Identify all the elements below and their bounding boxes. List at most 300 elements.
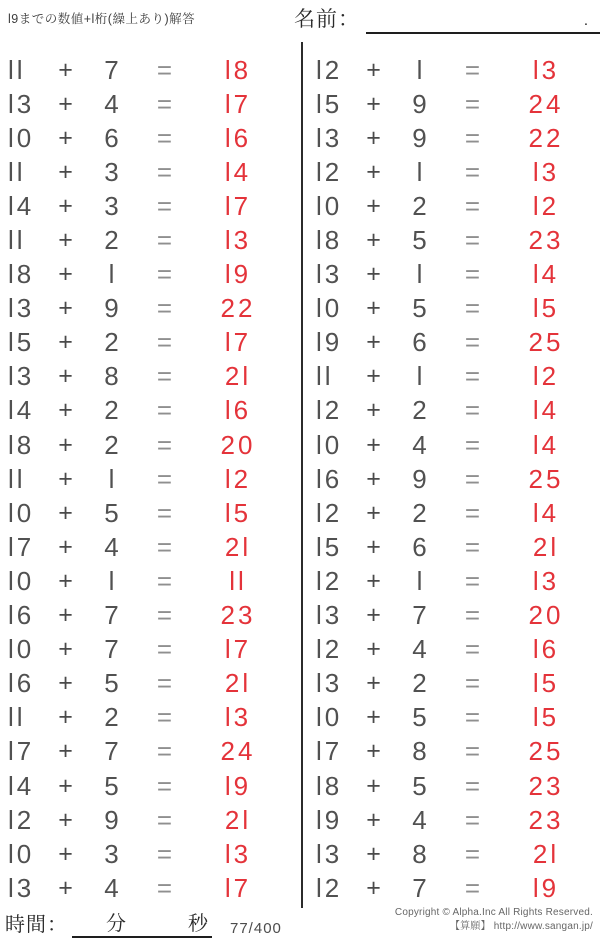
equals-sign: = [156,531,176,562]
answer-value: l8 [224,54,252,85]
equation-row [8,599,282,633]
equals-sign: = [464,702,484,733]
operand-b: 4 [412,429,430,460]
plus-operator: + [366,55,384,84]
answer-value: l6 [224,395,252,426]
operand-a: l3 [316,838,343,869]
operand-b: l [416,361,426,392]
plus-operator: + [58,294,76,323]
operand-b: 7 [104,54,122,85]
equation-row [8,53,282,87]
copyright-line1: Copyright © Alpha.Inc All Rights Reserved. [394,907,593,918]
operand-a: l0 [316,190,343,221]
answer-value: l4 [532,497,560,528]
operand-b: 5 [412,293,430,324]
plus-operator: + [366,805,384,834]
time-blank-line [72,912,212,938]
operand-a: l6 [316,463,343,494]
answer-value: l3 [532,156,560,187]
operand-a: l0 [316,702,343,733]
plus-operator: + [366,260,384,289]
equals-sign: = [156,327,176,358]
equals-sign: = [156,463,176,494]
answer-value: ll [229,565,247,596]
plus-operator: + [366,294,384,323]
plus-operator: + [58,123,76,152]
operand-b: 6 [104,122,122,153]
equation-row [8,564,282,598]
answer-value: l5 [532,702,560,733]
answer-value: l4 [224,156,252,187]
equation-row [8,155,282,189]
operand-a: ll [8,54,26,85]
answer-value: l3 [224,838,252,869]
plus-operator: + [366,635,384,664]
plus-operator: + [58,430,76,459]
equals-sign: = [156,872,176,903]
plus-operator: + [366,123,384,152]
plus-operator: + [366,430,384,459]
operand-a: l4 [8,395,35,426]
operand-a: l3 [8,872,35,903]
answer-value: 2l [532,838,560,869]
operand-a: l8 [8,259,35,290]
answer-value: l4 [532,429,560,460]
problem-column-left [8,53,282,905]
equation-row [8,530,282,564]
plus-operator: + [58,498,76,527]
equals-sign: = [464,770,484,801]
operand-a: l7 [316,736,343,767]
equation-row [8,121,282,155]
plus-operator: + [58,669,76,698]
answer-value: 25 [528,463,564,494]
equals-sign: = [464,565,484,596]
equation-row [316,292,590,326]
equation-row [316,871,590,905]
equals-sign: = [156,634,176,665]
operand-b: 2 [104,395,122,426]
plus-operator: + [58,396,76,425]
equation-row [8,633,282,667]
answer-value: l5 [532,668,560,699]
equals-sign: = [464,122,484,153]
operand-a: l3 [316,668,343,699]
answer-value: l5 [532,293,560,324]
plus-operator: + [58,328,76,357]
equation-row [316,360,590,394]
operand-a: l6 [8,600,35,631]
plus-operator: + [366,362,384,391]
operand-a: l3 [316,259,343,290]
equals-sign: = [464,804,484,835]
equals-sign: = [156,225,176,256]
plus-operator: + [58,260,76,289]
equation-row [8,701,282,735]
seconds-label: 秒 [188,913,208,935]
answer-value: l4 [532,395,560,426]
answer-value: l9 [224,259,252,290]
answer-value: l9 [224,770,252,801]
equals-sign: = [464,225,484,256]
operand-a: l5 [8,327,35,358]
operand-b: 2 [412,668,430,699]
plus-operator: + [366,566,384,595]
operand-a: ll [8,463,26,494]
page-title: l9までの数値+l桁(繰上あり)解答 [8,12,196,26]
equals-sign: = [156,838,176,869]
operand-b: 5 [412,702,430,733]
operand-b: 7 [104,736,122,767]
page-number: 77/400 [230,920,282,937]
plus-operator: + [366,873,384,902]
operand-b: 8 [104,361,122,392]
equals-sign: = [156,804,176,835]
plus-operator: + [366,498,384,527]
plus-operator: + [58,805,76,834]
plus-operator: + [58,464,76,493]
operand-b: 2 [104,429,122,460]
equals-sign: = [464,497,484,528]
answer-value: l4 [532,259,560,290]
plus-operator: + [58,703,76,732]
equation-row [316,189,590,223]
equation-row [8,496,282,530]
equals-sign: = [156,736,176,767]
equals-sign: = [156,190,176,221]
operand-a: ll [316,361,334,392]
answer-value: 24 [220,736,256,767]
equals-sign: = [156,259,176,290]
time-field [5,912,212,938]
equation-row [316,326,590,360]
equals-sign: = [464,463,484,494]
operand-a: ll [8,225,26,256]
equation-row [316,735,590,769]
plus-operator: + [366,532,384,561]
equals-sign: = [464,327,484,358]
equation-row [8,462,282,496]
equals-sign: = [156,156,176,187]
operand-a: ll [8,156,26,187]
answer-value: l2 [224,463,252,494]
operand-b: 2 [104,702,122,733]
operand-b: 4 [412,634,430,665]
answer-value: l7 [224,190,252,221]
plus-operator: + [58,226,76,255]
equation-row [316,496,590,530]
answer-value: 23 [528,804,564,835]
equals-sign: = [156,702,176,733]
equation-row [316,155,590,189]
operand-b: 7 [412,872,430,903]
operand-a: l3 [8,88,35,119]
operand-a: l9 [316,327,343,358]
operand-a: l0 [8,634,35,665]
equation-row [316,769,590,803]
answer-value: l3 [224,702,252,733]
equation-row [316,121,590,155]
operand-b: 6 [412,531,430,562]
operand-b: 6 [412,327,430,358]
answer-value: l5 [224,497,252,528]
equation-row [316,462,590,496]
equation-row [316,428,590,462]
equation-row [316,837,590,871]
operand-a: l0 [8,565,35,596]
operand-b: l [108,259,118,290]
answer-value: 2l [224,668,252,699]
equation-row [316,701,590,735]
equals-sign: = [464,190,484,221]
equals-sign: = [156,361,176,392]
operand-a: l2 [316,634,343,665]
operand-b: 2 [104,225,122,256]
answer-value: l2 [532,361,560,392]
operand-a: l9 [316,804,343,835]
equals-sign: = [464,259,484,290]
equals-sign: = [464,429,484,460]
answer-value: 22 [220,293,256,324]
plus-operator: + [58,157,76,186]
operand-b: 7 [104,634,122,665]
plus-operator: + [58,566,76,595]
operand-a: l8 [316,225,343,256]
answer-value: l7 [224,88,252,119]
equation-row [8,258,282,292]
operand-b: 2 [412,395,430,426]
equation-row [8,735,282,769]
operand-b: 9 [104,293,122,324]
copyright [395,906,593,933]
operand-a: l3 [8,361,35,392]
equation-row [8,326,282,360]
plus-operator: + [58,635,76,664]
answer-value: 23 [528,225,564,256]
operand-b: 9 [412,463,430,494]
operand-a: l5 [316,531,343,562]
operand-b: 7 [412,600,430,631]
answer-value: 2l [224,361,252,392]
plus-operator: + [58,191,76,220]
operand-b: 9 [104,804,122,835]
operand-b: 9 [412,122,430,153]
equals-sign: = [464,361,484,392]
operand-b: l [416,259,426,290]
operand-b: 9 [412,88,430,119]
plus-operator: + [58,55,76,84]
answer-value: l7 [224,327,252,358]
plus-operator: + [366,737,384,766]
answer-value: l9 [532,872,560,903]
equation-row [316,394,590,428]
equals-sign: = [464,88,484,119]
equation-row [8,837,282,871]
equation-row [8,769,282,803]
answer-value: 20 [220,429,256,460]
equation-row [8,394,282,428]
answer-value: l7 [224,872,252,903]
name-label: 名前： [294,8,360,31]
equation-row [316,667,590,701]
copyright-line2: 【算願】 http://www.sangan.jp/ [449,920,593,932]
operand-b: 8 [412,736,430,767]
plus-operator: + [366,191,384,220]
operand-b: 2 [412,497,430,528]
plus-operator: + [366,703,384,732]
name-blank-line [366,6,600,34]
answer-value: l2 [532,190,560,221]
equals-sign: = [156,88,176,119]
plus-operator: + [58,362,76,391]
equation-row [316,633,590,667]
answer-value: 24 [528,88,564,119]
answer-value: 25 [528,327,564,358]
operand-b: 2 [412,190,430,221]
equals-sign: = [464,293,484,324]
operand-b: 4 [412,804,430,835]
plus-operator: + [366,89,384,118]
operand-a: l3 [316,122,343,153]
equation-row [316,87,590,121]
problem-column-right [316,53,590,905]
plus-operator: + [58,601,76,630]
plus-operator: + [58,532,76,561]
equals-sign: = [464,736,484,767]
equation-row [8,360,282,394]
equals-sign: = [464,531,484,562]
plus-operator: + [366,157,384,186]
operand-a: l0 [8,122,35,153]
equation-row [8,87,282,121]
answer-value: l3 [532,565,560,596]
operand-b: l [416,156,426,187]
equation-row [8,803,282,837]
plus-operator: + [58,771,76,800]
name-line-period: . [583,12,588,29]
equals-sign: = [156,429,176,460]
equation-row [8,189,282,223]
equals-sign: = [464,156,484,187]
answer-value: l7 [224,634,252,665]
equals-sign: = [156,770,176,801]
plus-operator: + [366,328,384,357]
operand-a: l7 [8,736,35,767]
plus-operator: + [366,464,384,493]
plus-operator: + [366,771,384,800]
operand-b: l [416,565,426,596]
equals-sign: = [156,122,176,153]
operand-b: 3 [104,156,122,187]
minutes-label: 分 [106,913,126,935]
operand-a: l0 [316,429,343,460]
operand-b: 5 [104,668,122,699]
operand-b: 4 [104,872,122,903]
equals-sign: = [464,395,484,426]
operand-a: l5 [316,88,343,119]
equals-sign: = [156,668,176,699]
answer-value: l3 [532,54,560,85]
operand-a: l8 [8,429,35,460]
operand-a: l2 [316,395,343,426]
equals-sign: = [156,600,176,631]
operand-b: 5 [412,225,430,256]
equals-sign: = [156,497,176,528]
answer-value: l6 [224,122,252,153]
operand-b: l [416,54,426,85]
answer-value: 20 [528,600,564,631]
answer-value: 22 [528,122,564,153]
equation-row [316,564,590,598]
operand-a: l2 [316,497,343,528]
equals-sign: = [156,395,176,426]
plus-operator: + [366,601,384,630]
equals-sign: = [464,54,484,85]
answer-value: l3 [224,225,252,256]
operand-b: 7 [104,600,122,631]
plus-operator: + [366,226,384,255]
operand-a: l0 [316,293,343,324]
name-field [294,5,600,34]
plus-operator: + [58,89,76,118]
operand-a: l8 [316,770,343,801]
equation-row [8,292,282,326]
operand-a: l2 [316,872,343,903]
operand-a: l2 [316,565,343,596]
operand-a: l4 [8,770,35,801]
plus-operator: + [366,669,384,698]
equals-sign: = [156,54,176,85]
operand-b: l [108,463,118,494]
time-label: 時間： [5,914,68,936]
operand-b: 8 [412,838,430,869]
answer-value: 23 [220,600,256,631]
equation-row [316,599,590,633]
operand-b: 5 [412,770,430,801]
equation-row [316,53,590,87]
operand-a: l7 [8,531,35,562]
equals-sign: = [464,838,484,869]
column-divider [301,42,303,908]
equals-sign: = [464,634,484,665]
equation-row [316,223,590,257]
equals-sign: = [464,600,484,631]
answer-value: l6 [532,634,560,665]
operand-a: l6 [8,668,35,699]
equals-sign: = [156,565,176,596]
plus-operator: + [58,873,76,902]
equals-sign: = [464,872,484,903]
equals-sign: = [156,293,176,324]
equation-row [316,803,590,837]
equation-row [8,667,282,701]
operand-a: l2 [316,156,343,187]
operand-a: l0 [8,838,35,869]
equation-row [8,223,282,257]
answer-value: 2l [532,531,560,562]
operand-a: l3 [316,600,343,631]
plus-operator: + [58,839,76,868]
operand-a: ll [8,702,26,733]
operand-b: 3 [104,838,122,869]
equation-row [8,871,282,905]
operand-a: l2 [316,54,343,85]
operand-a: l2 [8,804,35,835]
plus-operator: + [58,737,76,766]
answer-value: 2l [224,804,252,835]
answer-value: 2l [224,531,252,562]
operand-b: 4 [104,531,122,562]
